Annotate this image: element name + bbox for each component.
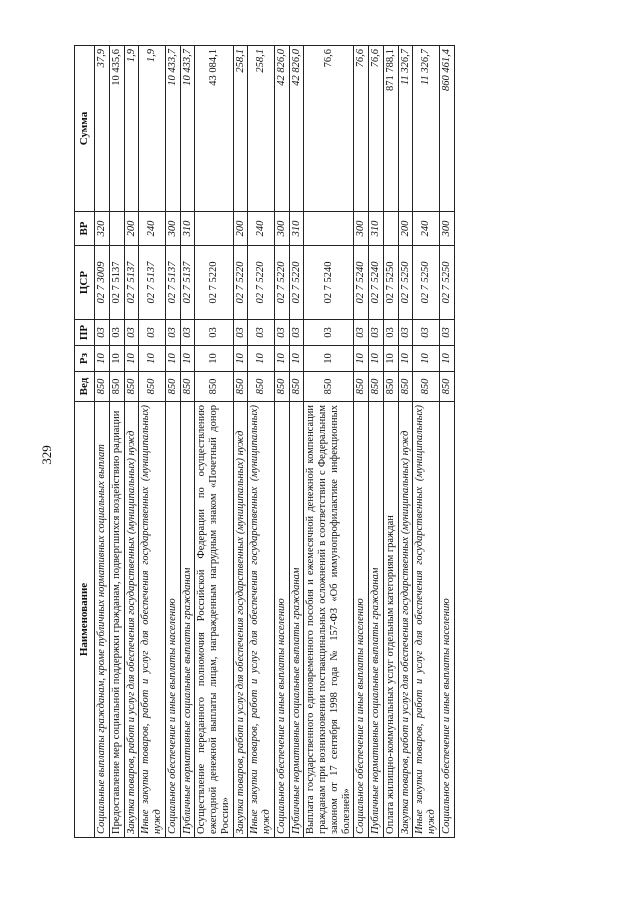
cell-csr: 02 7 5220 bbox=[248, 246, 275, 320]
cell-name: Публичные нормативные социальные выплаты гражданам bbox=[289, 402, 304, 838]
cell-name: Публичные нормативные социальные выплаты гражданам bbox=[369, 402, 384, 838]
cell-sum: 258,1 bbox=[248, 46, 275, 212]
cell-sum: 42 826,0 bbox=[274, 46, 289, 212]
cell-pr: 03 bbox=[165, 320, 180, 346]
cell-rz: 10 bbox=[180, 346, 195, 372]
header-vr: ВР bbox=[75, 212, 95, 246]
cell-csr: 02 7 5240 bbox=[369, 246, 384, 320]
cell-pr: 03 bbox=[289, 320, 304, 346]
cell-csr: 02 7 5220 bbox=[195, 246, 233, 320]
cell-sum: 11 326,7 bbox=[413, 46, 440, 212]
cell-pr: 03 bbox=[233, 320, 248, 346]
cell-ved: 850 bbox=[413, 372, 440, 402]
cell-vr bbox=[383, 212, 398, 246]
cell-rz: 10 bbox=[95, 346, 110, 372]
cell-vr: 300 bbox=[354, 212, 369, 246]
table-row bbox=[248, 46, 275, 838]
cell-rz: 10 bbox=[354, 346, 369, 372]
cell-rz: 10 bbox=[248, 346, 275, 372]
cell-sum: 860 461,4 bbox=[439, 46, 454, 212]
table-row bbox=[95, 46, 110, 838]
table-row bbox=[304, 46, 354, 838]
cell-pr: 03 bbox=[124, 320, 139, 346]
header-ved: Вед bbox=[75, 372, 95, 402]
cell-csr: 02 7 5250 bbox=[413, 246, 440, 320]
table-row bbox=[233, 46, 248, 838]
cell-rz: 10 bbox=[233, 346, 248, 372]
cell-rz: 10 bbox=[304, 346, 354, 372]
cell-pr: 03 bbox=[354, 320, 369, 346]
cell-vr bbox=[109, 212, 124, 246]
table-row bbox=[289, 46, 304, 838]
cell-rz: 10 bbox=[439, 346, 454, 372]
cell-csr: 02 7 5220 bbox=[274, 246, 289, 320]
table-row bbox=[109, 46, 124, 838]
cell-name: Социальное обеспечение и иные выплаты населению bbox=[439, 402, 454, 838]
cell-ved: 850 bbox=[304, 372, 354, 402]
cell-ved: 850 bbox=[369, 372, 384, 402]
cell-name: Оплата жилищно-коммунальных услуг отдельным категориям граждан bbox=[383, 402, 398, 838]
cell-pr: 03 bbox=[413, 320, 440, 346]
cell-sum: 10 435,6 bbox=[109, 46, 124, 212]
table-row bbox=[180, 46, 195, 838]
cell-sum: 76,6 bbox=[304, 46, 354, 212]
header-csr: ЦСР bbox=[75, 246, 95, 320]
cell-csr: 02 7 5137 bbox=[109, 246, 124, 320]
cell-vr: 300 bbox=[165, 212, 180, 246]
cell-vr: 310 bbox=[369, 212, 384, 246]
cell-ved: 850 bbox=[109, 372, 124, 402]
cell-sum: 76,6 bbox=[354, 46, 369, 212]
cell-ved: 850 bbox=[195, 372, 233, 402]
cell-name: Закупка товаров, работ и услуг для обеспечения государственных (муниципальных) нужд bbox=[398, 402, 413, 838]
cell-vr: 200 bbox=[233, 212, 248, 246]
cell-rz: 10 bbox=[289, 346, 304, 372]
cell-vr: 310 bbox=[180, 212, 195, 246]
cell-csr: 02 7 5250 bbox=[383, 246, 398, 320]
cell-csr: 02 7 3009 bbox=[95, 246, 110, 320]
cell-ved: 850 bbox=[95, 372, 110, 402]
cell-pr: 03 bbox=[304, 320, 354, 346]
cell-csr: 02 7 5137 bbox=[165, 246, 180, 320]
cell-vr bbox=[195, 212, 233, 246]
table-row bbox=[124, 46, 139, 838]
cell-pr: 03 bbox=[180, 320, 195, 346]
cell-ved: 850 bbox=[398, 372, 413, 402]
cell-vr: 300 bbox=[274, 212, 289, 246]
table-row bbox=[139, 46, 166, 838]
cell-name: Закупка товаров, работ и услуг для обеспечения государственных (муниципальных) нужд bbox=[233, 402, 248, 838]
table-row bbox=[383, 46, 398, 838]
header-sum: Сумма bbox=[75, 46, 95, 212]
cell-sum: 1,9 bbox=[124, 46, 139, 212]
cell-csr: 02 7 5220 bbox=[289, 246, 304, 320]
cell-name: Иные закупки товаров, работ и услуг для обеспечения государственных (муниципальных) нужд bbox=[413, 402, 440, 838]
cell-sum: 871 788,1 bbox=[383, 46, 398, 212]
cell-rz: 10 bbox=[195, 346, 233, 372]
cell-sum: 1,9 bbox=[139, 46, 166, 212]
cell-sum: 10 433,7 bbox=[165, 46, 180, 212]
cell-ved: 850 bbox=[274, 372, 289, 402]
cell-name: Публичные нормативные социальные выплаты гражданам bbox=[180, 402, 195, 838]
cell-vr: 240 bbox=[248, 212, 275, 246]
cell-vr: 240 bbox=[139, 212, 166, 246]
cell-name: Социальное обеспечение и иные выплаты населению bbox=[165, 402, 180, 838]
cell-vr: 240 bbox=[413, 212, 440, 246]
cell-name: Закупка товаров, работ и услуг для обеспечения государственных (муниципальных) нужд bbox=[124, 402, 139, 838]
cell-vr: 200 bbox=[398, 212, 413, 246]
cell-rz: 10 bbox=[165, 346, 180, 372]
cell-ved: 850 bbox=[124, 372, 139, 402]
cell-csr: 02 7 5240 bbox=[354, 246, 369, 320]
cell-vr: 310 bbox=[289, 212, 304, 246]
cell-vr: 320 bbox=[95, 212, 110, 246]
cell-pr: 03 bbox=[274, 320, 289, 346]
header-name: Наименование bbox=[75, 402, 95, 838]
cell-csr: 02 7 5250 bbox=[398, 246, 413, 320]
cell-csr: 02 7 5137 bbox=[180, 246, 195, 320]
cell-ved: 850 bbox=[289, 372, 304, 402]
cell-sum: 76,6 bbox=[369, 46, 384, 212]
cell-name: Выплата государственного единовременного пособия и ежемесячной денежной компенсации гражданам при возникновении поствакцинальных осложнений в соответствии с Федеральным законом от 17 сентября 1998 года № 157-ФЗ «Об иммунопрофилактике инфекционных болезней» bbox=[304, 402, 354, 838]
cell-name: Предоставление мер социальной поддержки гражданам, подвергшихся воздействию радиации bbox=[109, 402, 124, 838]
cell-sum: 42 826,0 bbox=[289, 46, 304, 212]
cell-csr: 02 7 5240 bbox=[304, 246, 354, 320]
cell-pr: 03 bbox=[139, 320, 166, 346]
cell-sum: 11 326,7 bbox=[398, 46, 413, 212]
budget-table bbox=[74, 45, 455, 838]
table-row bbox=[369, 46, 384, 838]
cell-rz: 10 bbox=[109, 346, 124, 372]
cell-sum: 258,1 bbox=[233, 46, 248, 212]
header-pr: ПР bbox=[75, 320, 95, 346]
cell-ved: 850 bbox=[248, 372, 275, 402]
cell-sum: 10 433,7 bbox=[180, 46, 195, 212]
cell-ved: 850 bbox=[180, 372, 195, 402]
cell-csr: 02 7 5137 bbox=[124, 246, 139, 320]
table-row bbox=[439, 46, 454, 838]
cell-pr: 03 bbox=[383, 320, 398, 346]
cell-rz: 10 bbox=[139, 346, 166, 372]
cell-pr: 03 bbox=[248, 320, 275, 346]
cell-ved: 850 bbox=[354, 372, 369, 402]
cell-csr: 02 7 5137 bbox=[139, 246, 166, 320]
cell-pr: 03 bbox=[398, 320, 413, 346]
cell-rz: 10 bbox=[124, 346, 139, 372]
cell-pr: 03 bbox=[95, 320, 110, 346]
cell-sum: 37,9 bbox=[95, 46, 110, 212]
cell-rz: 10 bbox=[413, 346, 440, 372]
cell-name: Иные закупки товаров, работ и услуг для обеспечения государственных (муниципальных) нужд bbox=[139, 402, 166, 838]
table-row bbox=[195, 46, 233, 838]
cell-name: Социальные выплаты гражданам, кроме публичных нормативных социальных выплат bbox=[95, 402, 110, 838]
table-row bbox=[354, 46, 369, 838]
rotated-table-container bbox=[74, 46, 588, 838]
table-row bbox=[413, 46, 440, 838]
cell-vr: 200 bbox=[124, 212, 139, 246]
cell-pr: 03 bbox=[369, 320, 384, 346]
table-row bbox=[165, 46, 180, 838]
page-number: 329 bbox=[38, 445, 54, 465]
cell-ved: 850 bbox=[165, 372, 180, 402]
cell-vr bbox=[304, 212, 354, 246]
table-header-row bbox=[75, 46, 95, 838]
cell-sum: 43 084,1 bbox=[195, 46, 233, 212]
cell-name: Иные закупки товаров, работ и услуг для обеспечения государственных (муниципальных) нужд bbox=[248, 402, 275, 838]
cell-name: Осуществление переданного полномочия Российской Федерации по осуществлению ежегодной денежной выплаты лицам, награжденным нагрудным знаком «Почетный донор России» bbox=[195, 402, 233, 838]
cell-name: Социальное обеспечение и иные выплаты населению bbox=[354, 402, 369, 838]
cell-ved: 850 bbox=[233, 372, 248, 402]
cell-pr: 03 bbox=[439, 320, 454, 346]
table-row bbox=[274, 46, 289, 838]
cell-pr: 03 bbox=[109, 320, 124, 346]
header-rz: Рз bbox=[75, 346, 95, 372]
cell-name: Социальное обеспечение и иные выплаты населению bbox=[274, 402, 289, 838]
cell-ved: 850 bbox=[383, 372, 398, 402]
table-row bbox=[398, 46, 413, 838]
cell-ved: 850 bbox=[439, 372, 454, 402]
cell-csr: 02 7 5220 bbox=[233, 246, 248, 320]
cell-pr: 03 bbox=[195, 320, 233, 346]
cell-rz: 10 bbox=[398, 346, 413, 372]
cell-csr: 02 7 5250 bbox=[439, 246, 454, 320]
cell-vr: 300 bbox=[439, 212, 454, 246]
cell-rz: 10 bbox=[383, 346, 398, 372]
cell-rz: 10 bbox=[274, 346, 289, 372]
cell-ved: 850 bbox=[139, 372, 166, 402]
cell-rz: 10 bbox=[369, 346, 384, 372]
